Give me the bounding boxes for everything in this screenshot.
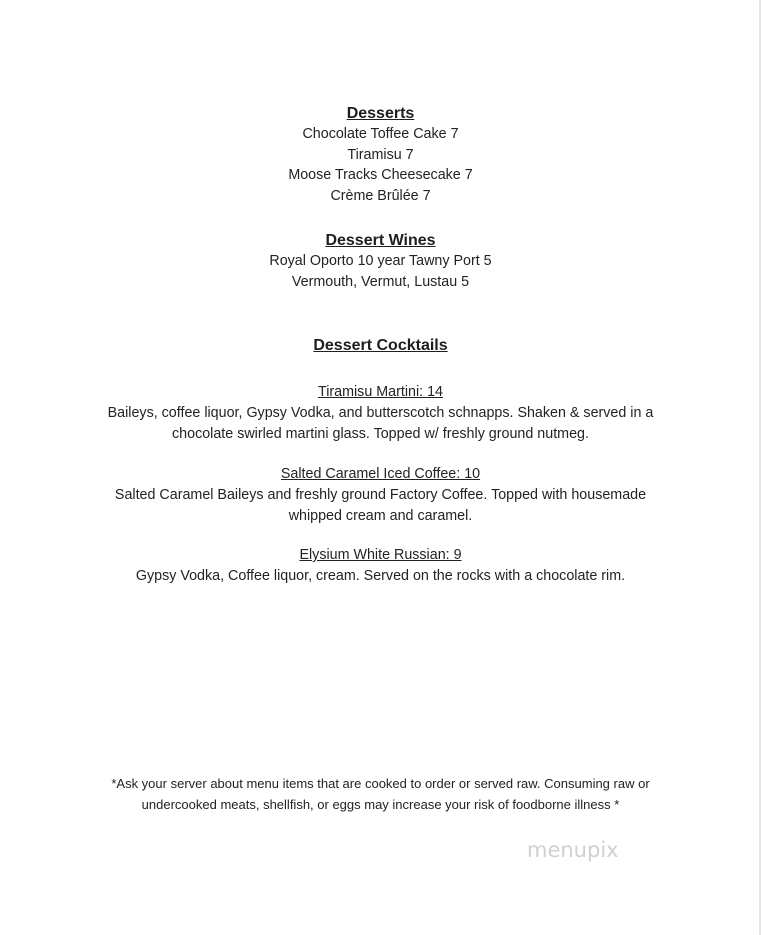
cocktail-description: chocolate swirled martini glass. Topped w/ freshly ground nutmeg. (172, 425, 589, 442)
dessert-cocktails-section (0, 336, 761, 356)
watermark-logo: menupix (527, 838, 619, 862)
menu-item: Tiramisu 7 (347, 146, 414, 163)
cocktail-description: Baileys, coffee liquor, Gypsy Vodka, and butterscotch schnapps. Shaken & served in a (107, 404, 654, 421)
cocktail-name: Salted Caramel Iced Coffee: 10 (280, 466, 481, 482)
menu-item: Royal Oporto 10 year Tawny Port 5 (269, 253, 492, 269)
cocktail-name: Tiramisu Martini: 14 (318, 384, 443, 400)
notice-line: *Ask your server about menu items that are cooked to order or served raw. Consuming raw or (111, 776, 650, 791)
food-safety-notice (0, 774, 761, 815)
cocktail-description: whipped cream and caramel. (288, 507, 473, 524)
cocktail-item (0, 464, 761, 527)
dessert-cocktails-heading: Dessert Cocktails (313, 337, 448, 354)
menu-item: Vermouth, Vermut, Lustau 5 (291, 273, 470, 290)
desserts-heading: Desserts (346, 105, 415, 122)
cocktail-item (0, 382, 761, 445)
cocktail-name: Elysium White Russian: 9 (299, 547, 462, 563)
desserts-section (0, 104, 761, 206)
menu-item: Moose Tracks Cheesecake 7 (288, 167, 473, 184)
cocktail-item (0, 545, 761, 587)
notice-line: undercooked meats, shellfish, or eggs may increase your risk of foodborne illness * (141, 796, 620, 812)
menu-item: Chocolate Toffee Cake 7 (302, 126, 459, 142)
dessert-wines-section (0, 231, 761, 292)
cocktail-description: Salted Caramel Baileys and freshly ground Factory Coffee. Topped with housemade (114, 486, 647, 503)
cocktail-description: Gypsy Vodka, Coffee liquor, cream. Served on the rocks with a chocolate rim. (135, 567, 626, 584)
dessert-wines-heading: Dessert Wines (325, 232, 436, 249)
menu-item: Crème Brûlée 7 (330, 187, 431, 204)
